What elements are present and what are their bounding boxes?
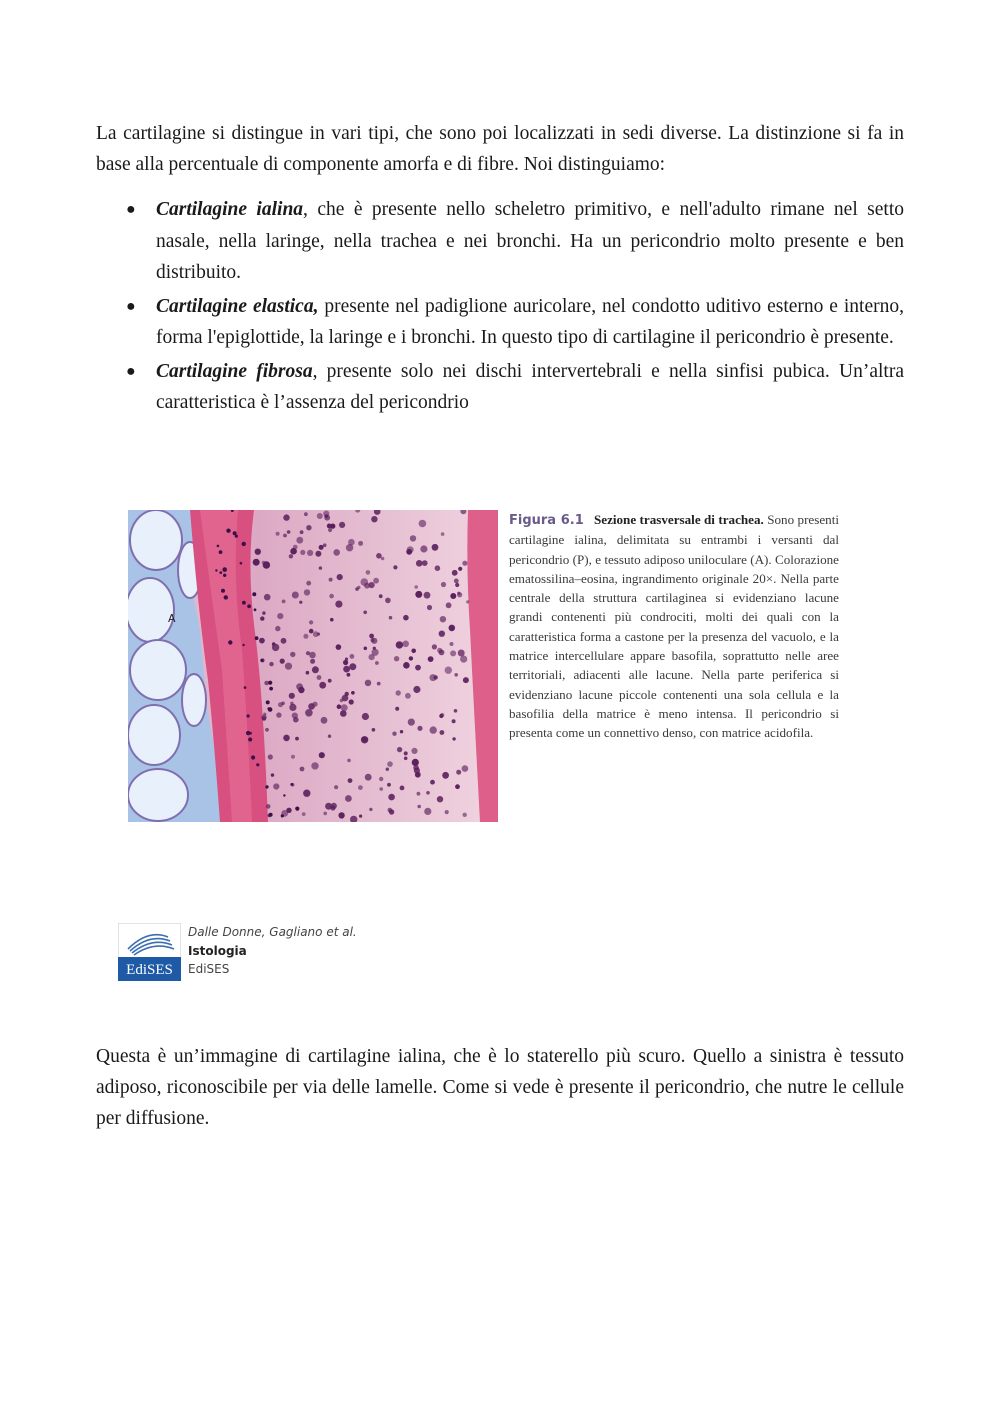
chondrocyte-nucleus (300, 767, 305, 772)
chondrocyte-nucleus (313, 631, 319, 637)
chondrocyte-nucleus (370, 638, 374, 642)
perichondrium-nucleus (251, 755, 255, 759)
chondrocyte-nucleus (271, 773, 274, 776)
chondrocyte-nucleus (379, 787, 383, 791)
chondrocyte-nucleus (349, 663, 356, 670)
chondrocyte-nucleus (409, 656, 413, 660)
chondrocyte-nucleus (259, 638, 265, 644)
chondrocyte-nucleus (289, 554, 293, 558)
chondrocyte-nucleus (359, 815, 362, 818)
chondrocyte-nucleus (276, 532, 280, 536)
chondrocyte-nucleus (428, 656, 434, 662)
figure-title: Sezione trasversale di trachea. (593, 512, 764, 527)
chondrocyte-nucleus (365, 774, 372, 781)
chondrocyte-nucleus (262, 561, 266, 565)
chondrocyte-nucleus (416, 560, 423, 567)
chondrocyte-nucleus (358, 785, 363, 790)
chondrocyte-nucleus (385, 598, 391, 604)
chondrocyte-nucleus (308, 703, 315, 710)
perichondrium-nucleus (242, 601, 246, 605)
chondrocyte-nucleus (411, 649, 416, 654)
perichondrium-nucleus (268, 681, 272, 685)
chondrocyte-nucleus (456, 770, 461, 775)
chondrocyte-nucleus (338, 812, 344, 818)
chondrocyte-nucleus (392, 732, 396, 736)
chondrocyte-nucleus (273, 783, 279, 789)
chondrocyte-nucleus (375, 661, 379, 665)
list-item (96, 356, 904, 419)
chondrocyte-nucleus (275, 626, 280, 631)
chondrocyte-nucleus (272, 642, 276, 646)
chondrocyte-nucleus (450, 593, 456, 599)
chondrocyte-nucleus (408, 719, 415, 726)
chondrocyte-nucleus (269, 662, 273, 666)
chondrocyte-nucleus (286, 808, 291, 813)
chondrocyte-nucleus (348, 539, 355, 546)
perichondrium-nucleus (247, 604, 251, 608)
perichondrium-nucleus (249, 732, 252, 735)
perichondrium-nucleus (242, 644, 244, 646)
chondrocyte-nucleus (261, 715, 266, 720)
chondrocyte-nucleus (306, 581, 311, 586)
label-a: A (168, 612, 176, 625)
chondrocyte-nucleus (347, 673, 351, 677)
perichondrium-nucleus (269, 813, 273, 817)
edises-logo (118, 923, 181, 981)
publisher-name: EdiSES (188, 962, 230, 976)
fat-cell (130, 640, 186, 700)
chondrocyte-nucleus (296, 537, 303, 544)
chondrocyte-nucleus (373, 578, 379, 584)
chondrocyte-nucleus (441, 582, 446, 587)
chondrocyte-nucleus (292, 713, 298, 719)
chondrocyte-nucleus (452, 737, 455, 740)
chondrocyte-nucleus (379, 594, 383, 598)
chondrocyte-nucleus (412, 759, 419, 766)
perichondrium-nucleus (240, 562, 243, 565)
chondrocyte-nucleus (417, 726, 422, 731)
chondrocyte-nucleus (300, 530, 304, 534)
chondrocyte-nucleus (460, 656, 467, 663)
bullet-icon: ● (126, 201, 136, 218)
chondrocyte-nucleus (289, 704, 296, 711)
chondrocyte-nucleus (303, 790, 310, 797)
perichondrium-nucleus (252, 592, 256, 596)
type-name: Cartilagine fibrosa (156, 360, 313, 382)
chondrocyte-nucleus (454, 579, 459, 584)
perichondrium-nucleus (215, 569, 217, 571)
perichondrium-nucleus (256, 763, 259, 766)
chondrocyte-nucleus (307, 550, 313, 556)
chondrocyte-nucleus (349, 699, 354, 704)
chondrocyte-nucleus (377, 682, 381, 686)
chondrocyte-nucleus (300, 550, 305, 555)
chondrocyte-nucleus (319, 752, 325, 758)
chondrocyte-nucleus (290, 652, 295, 657)
chondrocyte-nucleus (295, 737, 299, 741)
chondrocyte-nucleus (309, 652, 316, 659)
chondrocyte-nucleus (437, 648, 442, 653)
chondrocyte-nucleus (462, 765, 469, 772)
chondrocyte-nucleus (400, 786, 405, 791)
chondrocyte-nucleus (458, 650, 465, 657)
chondrocyte-nucleus (415, 591, 422, 598)
type-description: , presente solo nei dischi intervertebrali e nella sinfisi pubica. Un’altra caratteristica è l’assenza del pericondrio (156, 360, 904, 413)
chondrocyte-nucleus (283, 534, 287, 538)
chondrocyte-nucleus (394, 656, 399, 661)
perichondrium-nucleus (290, 783, 293, 786)
perichondrium-nucleus (233, 531, 237, 535)
chondrocyte-nucleus (450, 642, 454, 646)
perichondrium-nucleus (266, 700, 270, 704)
chondrocyte-nucleus (328, 528, 332, 532)
chondrocyte-nucleus (266, 804, 271, 809)
histology-image (128, 510, 498, 822)
chondrocyte-nucleus (389, 616, 393, 620)
bullet-icon: ● (126, 297, 136, 315)
chondrocyte-nucleus (291, 755, 295, 759)
chondrocyte-nucleus (452, 570, 458, 576)
chondrocyte-nucleus (381, 557, 385, 561)
chondrocyte-nucleus (330, 618, 334, 622)
perichondrium-nucleus (222, 567, 227, 572)
chondrocyte-nucleus (440, 616, 446, 622)
chondrocyte-nucleus (372, 728, 376, 732)
chondrocyte-nucleus (424, 592, 431, 599)
perichondrium-nucleus (223, 574, 226, 577)
figure-caption (509, 510, 839, 743)
chondrocyte-nucleus (440, 713, 444, 717)
chondrocyte-nucleus (393, 565, 397, 569)
chondrocyte-nucleus (371, 516, 377, 522)
chondrocyte-nucleus (304, 589, 310, 595)
chondrocyte-nucleus (363, 611, 367, 615)
chondrocyte-nucleus (268, 754, 273, 759)
chondrocyte-nucleus (340, 710, 347, 717)
chondrocyte-nucleus (290, 702, 293, 705)
chondrocyte-nucleus (455, 583, 459, 587)
chondrocyte-nucleus (302, 812, 306, 816)
chondrocyte-nucleus (427, 605, 432, 610)
chondrocyte-nucleus (454, 673, 458, 677)
chondrocyte-nucleus (327, 524, 332, 529)
fat-cell (128, 578, 174, 642)
chondrocyte-nucleus (309, 620, 313, 624)
chondrocyte-nucleus (289, 693, 295, 699)
chondrocyte-nucleus (402, 641, 409, 648)
chondrocyte-nucleus (337, 704, 342, 709)
chondrocyte-nucleus (298, 687, 304, 693)
chondrocyte-nucleus (323, 812, 327, 816)
chondrocyte-nucleus (329, 578, 333, 582)
chondrocyte-nucleus (373, 647, 376, 650)
chondrocyte-nucleus (379, 777, 383, 781)
chondrocyte-nucleus (340, 699, 344, 703)
chondrocyte-nucleus (376, 553, 382, 559)
chondrocyte-nucleus (255, 549, 261, 555)
chondrocyte-nucleus (404, 751, 408, 755)
chondrocyte-nucleus (442, 772, 449, 779)
chondrocyte-nucleus (310, 659, 315, 664)
chondrocyte-nucleus (404, 757, 408, 761)
chondrocyte-nucleus (283, 514, 289, 520)
chondrocyte-nucleus (343, 660, 348, 665)
chondrocyte-nucleus (414, 768, 420, 774)
chondrocyte-nucleus (430, 726, 437, 733)
chondrocyte-nucleus (387, 783, 391, 787)
chondrocyte-nucleus (277, 613, 283, 619)
chondrocyte-nucleus (333, 549, 340, 556)
chondrocyte-nucleus (264, 594, 271, 601)
chondrocyte-nucleus (369, 582, 375, 588)
chondrocyte-nucleus (435, 565, 441, 571)
fat-cell (182, 674, 206, 726)
chondrocyte-nucleus (395, 707, 399, 711)
chondrocyte-nucleus (457, 592, 462, 597)
figure-description: Sono presenti cartilagine ialina, delimitata su entrambi i versanti dal pericondrio (P), e tessuto adiposo uniloculare (A). Colorazione ematossilina–eosina, ingrandimento originale 20×. Nella parte centrale della struttura cartilaginea si evidenziano lacune grandi contenenti più condrociti, molti dei quali con la caratteristica forma a castone per la presenza del vacuolo, e la matrice intercellulare appare basofila, soprattutto nelle aree territoriali, adiacenti alle lacune. Nella parte periferica si evidenziano lacune piccole contenenti una sola cellula e la basofilia della matrice è meno intensa. Il pericondrio si presenta come un connettivo denso, con matrice acidofila. (509, 512, 839, 741)
chondrocyte-nucleus (439, 631, 445, 637)
chondrocyte-nucleus (420, 545, 427, 552)
chondrocyte-nucleus (396, 641, 403, 648)
chondrocyte-nucleus (400, 730, 403, 733)
chondrocyte-nucleus (317, 513, 323, 519)
fat-cell (130, 510, 182, 570)
chondrocyte-nucleus (260, 616, 264, 620)
chondrocyte-nucleus (345, 795, 352, 802)
chondrocyte-nucleus (323, 543, 327, 547)
chondrocyte-nucleus (334, 785, 338, 789)
chondrocyte-nucleus (386, 768, 389, 771)
chondrocyte-nucleus (347, 759, 351, 763)
chondrocyte-nucleus (403, 615, 409, 621)
chondrocyte-nucleus (315, 551, 321, 557)
chondrocyte-nucleus (430, 780, 435, 785)
chondrocyte-nucleus (417, 805, 421, 809)
perichondrium-nucleus (226, 529, 230, 533)
chondrocyte-nucleus (299, 601, 302, 604)
chondrocyte-nucleus (446, 602, 452, 608)
chondrocyte-nucleus (406, 549, 412, 555)
perichondrium-nucleus (219, 550, 223, 554)
perichondrium-nucleus (260, 659, 263, 662)
chondrocyte-nucleus (357, 586, 360, 589)
chondrocyte-nucleus (424, 808, 431, 815)
chondrocyte-nucleus (361, 578, 369, 586)
chondrocyte-nucleus (452, 719, 456, 723)
svg-text:EdiSES: EdiSES (126, 962, 173, 978)
chondrocyte-nucleus (440, 730, 445, 735)
chondrocyte-nucleus (311, 762, 318, 769)
perichondrium-nucleus (217, 545, 220, 548)
chondrocyte-nucleus (388, 794, 395, 801)
perichondrium-nucleus (269, 687, 273, 691)
fat-cell (128, 705, 180, 765)
type-description: presente nel padiglione auricolare, nel condotto uditivo esterno e interno, forma l'epiglottide, la laringe e i bronchi. In questo tipo di cartilagine il pericondrio è presente. (156, 295, 904, 348)
perichondrium-nucleus (242, 542, 246, 546)
chondrocyte-nucleus (366, 570, 371, 575)
chondrocyte-nucleus (319, 566, 322, 569)
book-title: Istologia (188, 943, 247, 958)
chondrocyte-nucleus (454, 709, 458, 713)
chondrocyte-nucleus (285, 663, 292, 670)
chondrocyte-nucleus (276, 712, 281, 717)
chondrocyte-nucleus (328, 735, 331, 738)
chondrocyte-nucleus (426, 791, 430, 795)
perichondrium-nucleus (221, 589, 225, 593)
publisher-text (188, 923, 357, 979)
chondrocyte-nucleus (328, 679, 332, 683)
chondrocyte-nucleus (414, 585, 418, 589)
list-item (96, 194, 904, 289)
chondrocyte-nucleus (306, 651, 310, 655)
chondrocyte-nucleus (343, 666, 350, 673)
chondrocyte-nucleus (283, 735, 290, 742)
chondrocyte-nucleus (396, 690, 401, 695)
perichondrium-nucleus (255, 636, 259, 640)
book-authors: Dalle Donne, Gagliano et al. (188, 925, 357, 939)
chondrocyte-nucleus (362, 713, 369, 720)
chondrocyte-nucleus (331, 803, 337, 809)
chondrocyte-nucleus (350, 654, 355, 659)
chondrocyte-nucleus (281, 702, 285, 706)
perichondrium-nucleus (247, 714, 250, 717)
chondrocyte-nucleus (450, 650, 456, 656)
chondrocyte-nucleus (341, 704, 348, 711)
intro-paragraph: La cartilagine si distingue in vari tipi, che sono poi localizzati in sedi diverse. La distinzione si fa in base alla percentuale di componente amorfa e di fibre. Noi distinguiamo: (96, 123, 904, 175)
fat-cell (128, 769, 188, 821)
chondrocyte-nucleus (403, 662, 410, 669)
chondrocyte-nucleus (413, 686, 420, 693)
chondrocyte-nucleus (432, 644, 437, 649)
chondrocyte-nucleus (281, 638, 287, 644)
chondrocyte-nucleus (303, 634, 308, 639)
chondrocyte-nucleus (369, 654, 375, 660)
chondrocyte-nucleus (329, 594, 334, 599)
chondrocyte-nucleus (432, 544, 439, 551)
type-name: Cartilagine elastica, (156, 295, 319, 317)
chondrocyte-nucleus (417, 792, 421, 796)
chondrocyte-nucleus (434, 675, 438, 679)
perichondrium-nucleus (219, 571, 222, 574)
chondrocyte-nucleus (419, 520, 427, 528)
chondrocyte-nucleus (397, 747, 402, 752)
chondrocyte-nucleus (280, 659, 285, 664)
chondrocyte-nucleus (309, 629, 314, 634)
chondrocyte-nucleus (339, 522, 345, 528)
chondrocyte-nucleus (282, 600, 286, 604)
type-description: , che è presente nello scheletro primitivo, e nell'adulto rimane nel setto nasale, nella laringe, nella trachea e nei bronchi. Ha un pericondrio molto presente e ben distribuito. (156, 199, 904, 283)
perichondrium-nucleus (267, 707, 270, 710)
chondrocyte-nucleus (365, 680, 372, 687)
figure-number: Figura 6.1 (509, 513, 584, 528)
chondrocyte-nucleus (449, 625, 456, 632)
type-name: Cartilagine ialina (156, 199, 304, 220)
perichondrium-nucleus (281, 814, 284, 817)
chondrocyte-nucleus (324, 514, 328, 518)
chondrocyte-nucleus (304, 512, 308, 516)
perichondrium-nucleus (283, 794, 285, 796)
bullet-icon: ● (126, 362, 136, 380)
chondrocyte-nucleus (389, 809, 394, 814)
chondrocyte-nucleus (466, 600, 469, 603)
chondrocyte-nucleus (336, 644, 342, 650)
cartilage-types-list (96, 194, 904, 419)
chondrocyte-nucleus (358, 541, 363, 546)
chondrocyte-nucleus (411, 748, 417, 754)
perichondrium-nucleus (248, 738, 252, 742)
chondrocyte-nucleus (351, 691, 355, 695)
closing-section (96, 1041, 904, 1134)
figure (128, 510, 840, 822)
chondrocyte-nucleus (292, 592, 299, 599)
chondrocyte-nucleus (306, 525, 311, 530)
chondrocyte-nucleus (317, 675, 322, 680)
chondrocyte-nucleus (253, 559, 260, 566)
perichondrium-nucleus (295, 807, 299, 811)
chondrocyte-nucleus (290, 548, 297, 555)
chondrocyte-nucleus (387, 761, 393, 767)
chondrocyte-nucleus (348, 778, 353, 783)
chondrocyte-nucleus (463, 813, 467, 817)
chondrocyte-nucleus (319, 682, 326, 689)
perichondrium-nucleus (265, 785, 268, 788)
chondrocyte-nucleus (405, 693, 411, 699)
perichondrium-nucleus (228, 640, 232, 644)
chondrocyte-nucleus (265, 728, 269, 732)
chondrocyte-nucleus (415, 665, 421, 671)
chondrocyte-nucleus (287, 530, 291, 534)
chondrocyte-nucleus (361, 736, 368, 743)
chondrocyte-nucleus (458, 567, 462, 571)
chondrocyte-nucleus (306, 671, 310, 675)
publisher-credit (118, 923, 418, 981)
chondrocyte-nucleus (337, 574, 343, 580)
perichondrium-nucleus (244, 686, 247, 689)
chondrocyte-nucleus (445, 810, 449, 814)
chondrocyte-nucleus (422, 560, 428, 566)
chondrocyte-nucleus (321, 717, 328, 724)
chondrocyte-nucleus (441, 532, 445, 536)
list-item (96, 291, 904, 354)
chondrocyte-nucleus (305, 709, 313, 717)
chondrocyte-nucleus (312, 666, 319, 673)
perichondrium-nucleus (254, 608, 257, 611)
chondrocyte-nucleus (462, 561, 467, 566)
closing-paragraph: Questa è un’immagine di cartilagine ialina, che è lo staterello più scuro. Quello a sinistra è tessuto adiposo, riconoscibile per via delle lamelle. Come si vede è presente il pericondrio, che nutre le cellule per diffusione. (96, 1046, 904, 1129)
chondrocyte-nucleus (445, 667, 452, 674)
chondrocyte-nucleus (319, 545, 324, 550)
chondrocyte-nucleus (410, 535, 416, 541)
chondrocyte-nucleus (463, 677, 469, 683)
chondrocyte-nucleus (369, 808, 372, 811)
chondrocyte-nucleus (369, 634, 374, 639)
chondrocyte-nucleus (364, 647, 368, 651)
document-body (96, 118, 904, 421)
chondrocyte-nucleus (455, 784, 460, 789)
chondrocyte-nucleus (262, 611, 265, 614)
chondrocyte-nucleus (335, 601, 342, 608)
chondrocyte-nucleus (437, 796, 443, 802)
perichondrium-nucleus (224, 595, 228, 599)
